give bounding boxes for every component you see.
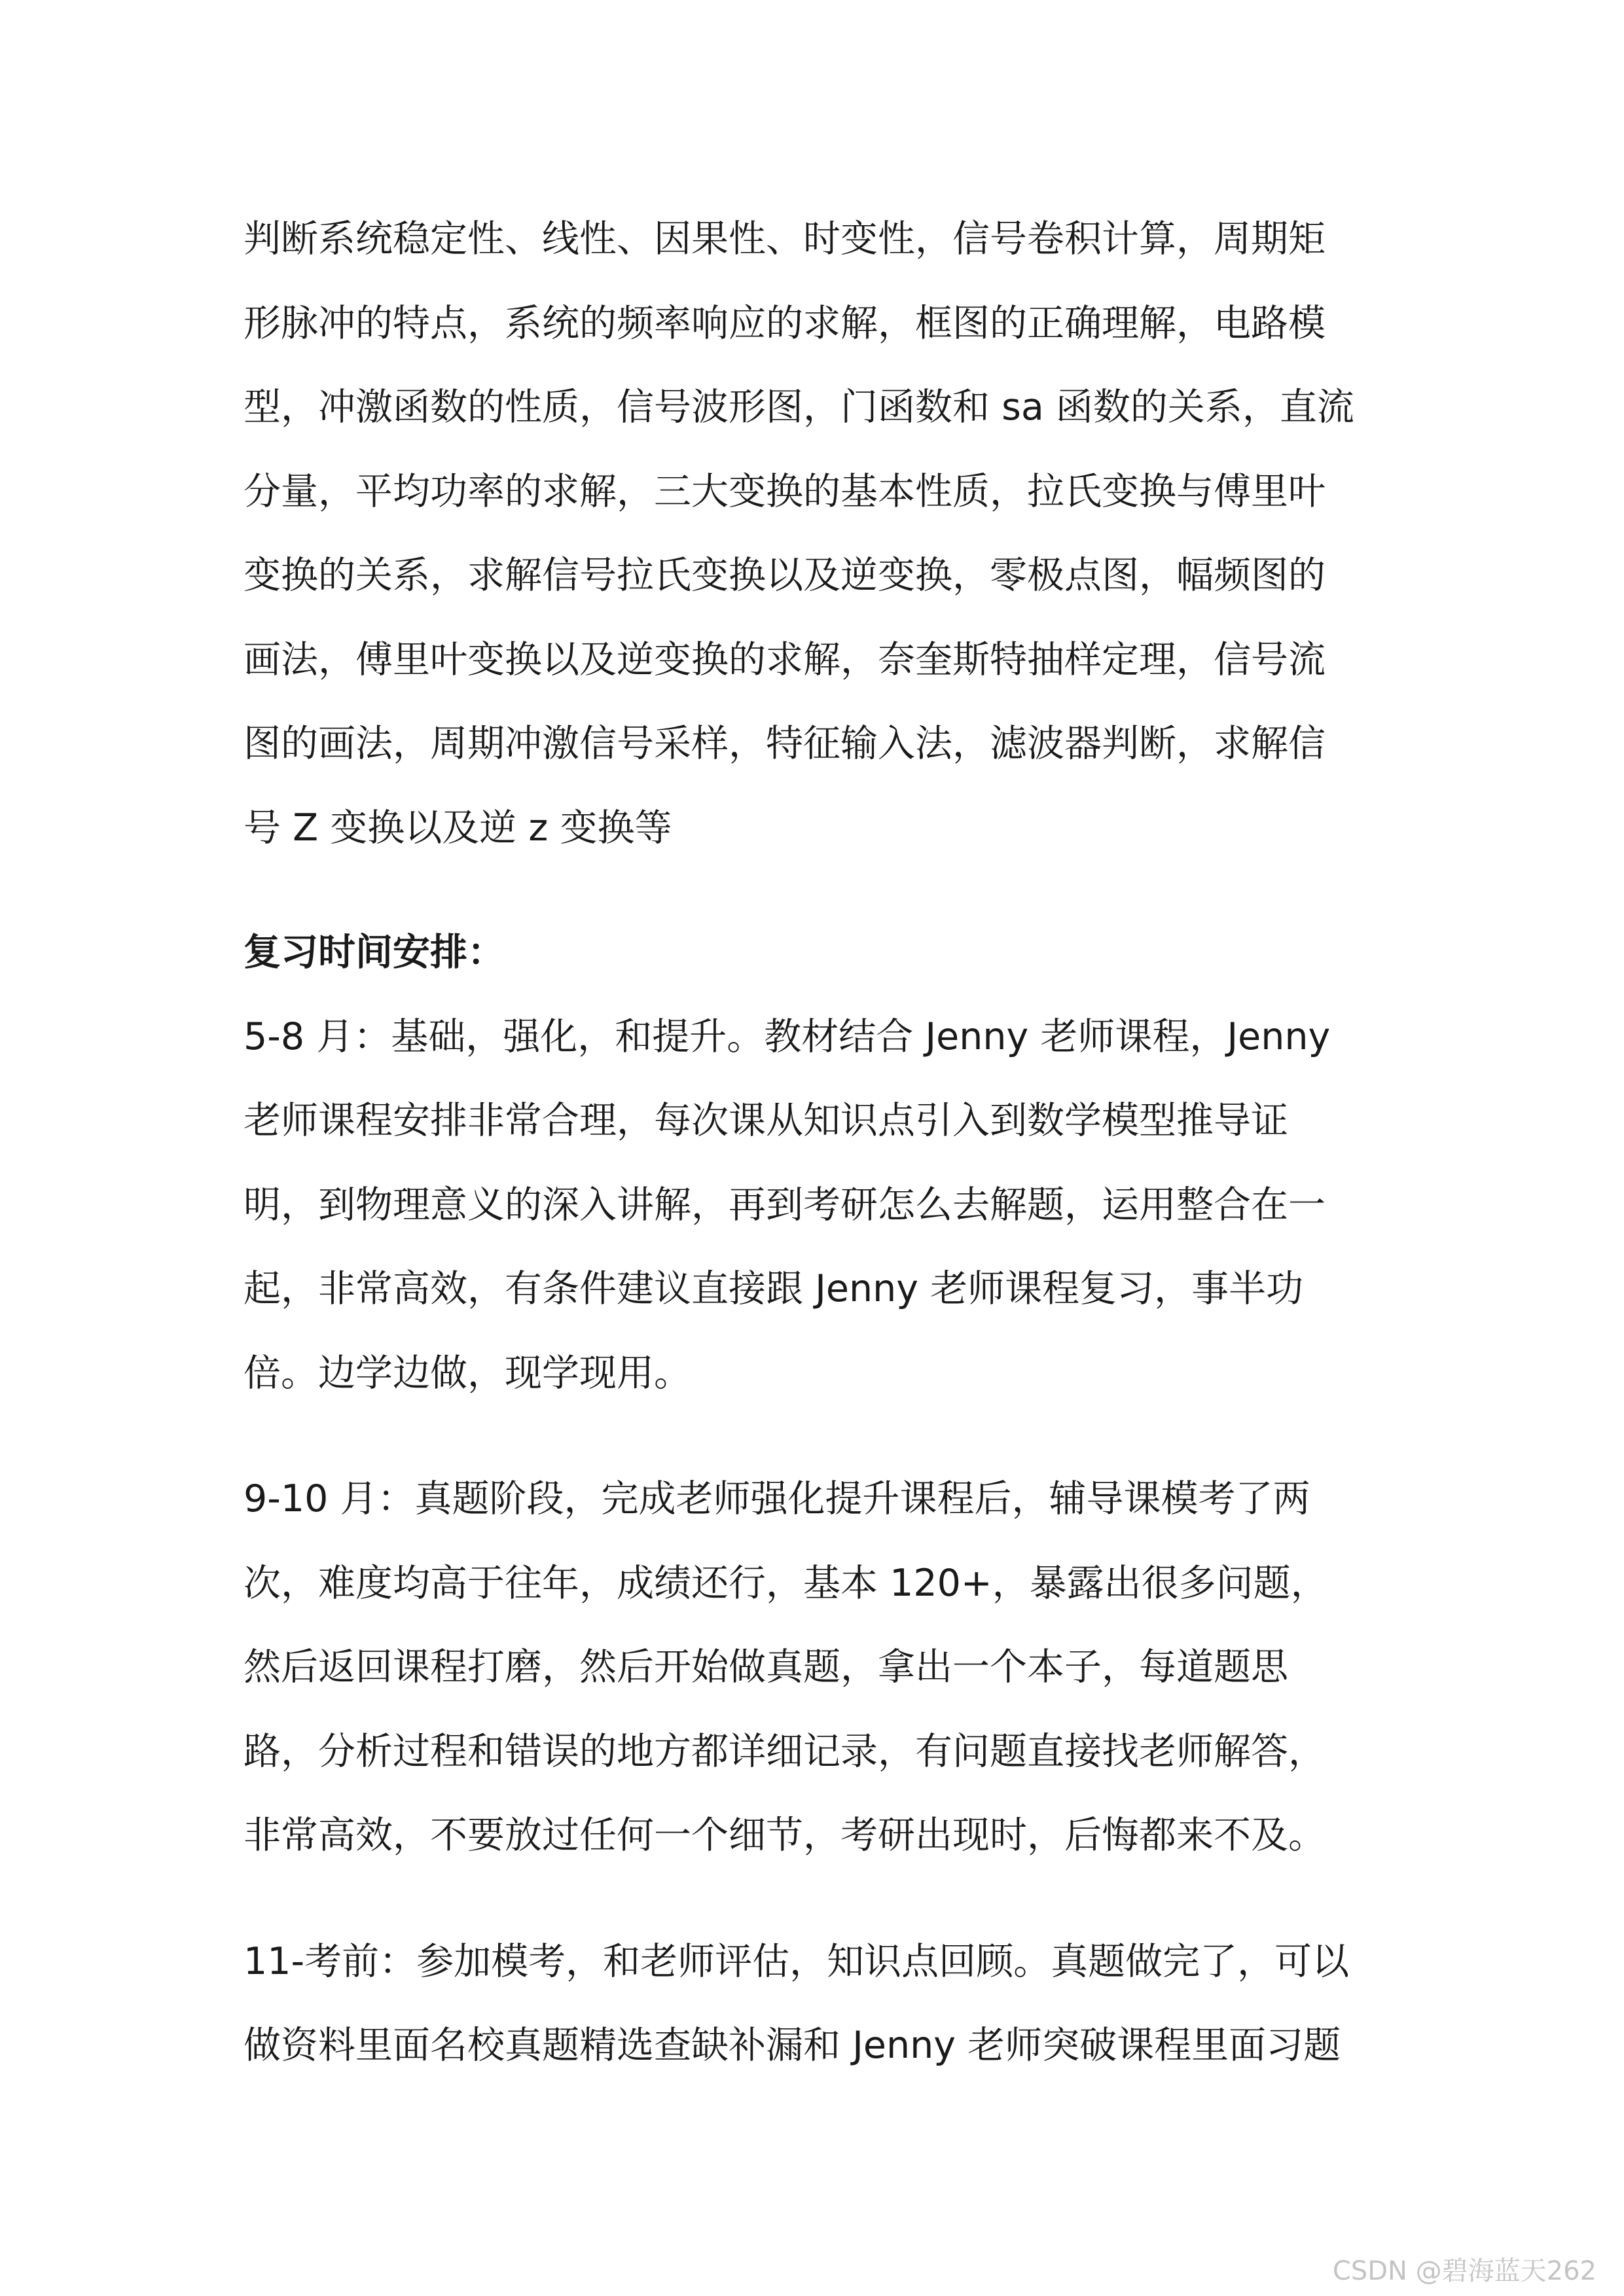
- text-line: 画法，傅里叶变换以及逆变换的求解，奈奎斯特抽样定理，信号流: [244, 637, 1326, 681]
- text-line: 次，难度均高于往年，成绩还行，基本 120+，暴露出很多问题，: [244, 1561, 1328, 1605]
- text-line: 然后返回课程打磨，然后开始做真题，拿出一个本子，每道题思: [244, 1645, 1288, 1689]
- watermark: CSDN @碧海蓝天262: [1332, 2256, 1597, 2286]
- intro-paragraph: [244, 197, 1624, 870]
- text-line: 5-8 月：基础，强化，和提升。教材结合 Jenny 老师课程，Jenny: [244, 1014, 1331, 1058]
- text-line: 明，到物理意义的深入讲解，再到考研怎么去解题，运用整合在一: [244, 1183, 1326, 1227]
- schedule-heading-block: [244, 910, 1624, 995]
- text-line: 型，冲激函数的性质，信号波形图，门函数和 sa 函数的关系，直流: [244, 386, 1354, 429]
- text-line: 非常高效，不要放过任何一个细节，考研出现时，后悔都来不及。: [244, 1814, 1326, 1857]
- text-line: 做资料里面名校真题精选查缺补漏和 Jenny 老师突破课程里面习题: [244, 2024, 1341, 2067]
- text-line: 变换的关系，求解信号拉氏变换以及逆变换，零极点图，幅频图的: [244, 554, 1326, 597]
- text-line: 老师课程安排非常合理，每次课从知识点引入到数学模型推导证: [244, 1099, 1288, 1142]
- text-line: 路，分析过程和错误的地方都详细记录，有问题直接找老师解答，: [244, 1729, 1326, 1773]
- text-line: 判断系统稳定性、线性、因果性、时变性，信号卷积计算，周期矩: [244, 217, 1326, 260]
- text-line: 倍。边学边做，现学现用。: [244, 1351, 691, 1395]
- text-line: 形脉冲的特点，系统的频率响应的求解，框图的正确理解，电路模: [244, 301, 1326, 345]
- text-line: 图的画法，周期冲激信号采样，特征输入法，滤波器判断，求解信: [244, 722, 1326, 765]
- schedule-phase-3-paragraph: [244, 1920, 1624, 2088]
- schedule-phase-1-paragraph: [244, 995, 1624, 1416]
- text-line: 9-10 月：真题阶段，完成老师强化提升课程后，辅导课模考了两: [244, 1477, 1310, 1520]
- text-line: 号 Z 变换以及逆 z 变换等: [244, 806, 672, 850]
- text-line: 11-考前：参加模考，和老师评估，知识点回顾。真题做完了，可以: [244, 1939, 1350, 1983]
- schedule-phase-2-paragraph: [244, 1457, 1624, 1878]
- text-line: 起，非常高效，有条件建议直接跟 Jenny 老师课程复习，事半功: [244, 1267, 1304, 1310]
- text-line: 分量，平均功率的求解，三大变换的基本性质，拉氏变换与傅里叶: [244, 469, 1326, 513]
- section-heading: 复习时间安排：: [244, 931, 505, 974]
